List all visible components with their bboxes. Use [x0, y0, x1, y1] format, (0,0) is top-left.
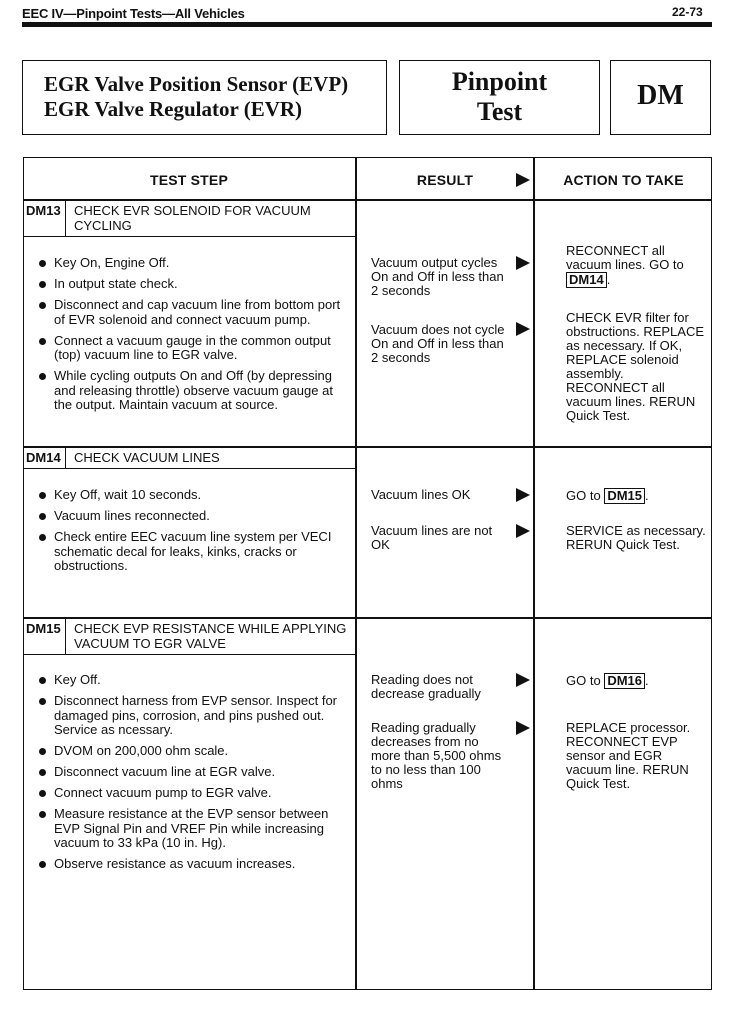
- arrow-right-icon: [516, 721, 530, 735]
- header-rule: [22, 22, 712, 27]
- column-divider-action: [533, 157, 535, 990]
- step-instructions-dm15: [37, 673, 351, 878]
- result-text: Vacuum lines are not OK: [371, 523, 493, 552]
- result-text: Reading does not decrease gradually: [371, 672, 481, 701]
- result-text: Vacuum lines OK: [371, 487, 471, 502]
- result-text: Vacuum output cycles On and Off in less than 2 seconds: [371, 255, 504, 298]
- step-title: CHECK EVP RESISTANCE WHILE APPLYING VACUUM TO EGR VALVE: [74, 621, 347, 651]
- action-text: [566, 673, 706, 689]
- instruction-item: Disconnect and cap vacuum line from bottom port of EVR solenoid and connect vacuum pump.: [37, 298, 351, 327]
- arrow-right-icon: [516, 524, 530, 538]
- arrow-right-icon: [516, 488, 530, 502]
- test-code-box: [610, 60, 711, 135]
- arrow-right-icon: [516, 673, 530, 687]
- action-text: REPLACE processor. RECONNECT EVP sensor and EGR vacuum line. RERUN Quick Test.: [566, 720, 691, 791]
- step-reference-dm15[interactable]: DM15: [604, 488, 645, 504]
- step-title: CHECK EVR SOLENOID FOR VACUUM CYCLING: [74, 203, 311, 233]
- column-header-result: RESULT: [416, 172, 474, 188]
- step-id: DM14: [24, 447, 66, 468]
- instruction-item: DVOM on 200,000 ohm scale.: [37, 744, 351, 759]
- action-text: CHECK EVR filter for obstructions. REPLACE as necessary. If OK, REPLACE solenoid assembly. RECONNECT all vacuum lines. RERUN Quick Test.: [566, 310, 705, 423]
- action-instruction: GO to: [566, 673, 601, 688]
- arrow-right-icon: [516, 256, 530, 270]
- column-header-test-step: TEST STEP: [149, 172, 229, 188]
- pinpoint-test-box: [399, 60, 600, 135]
- pinpoint-label: Pinpoint: [451, 67, 548, 96]
- step-reference-dm14[interactable]: DM14: [566, 272, 607, 288]
- component-title-line-1: EGR Valve Position Sensor (EVP): [44, 72, 349, 96]
- step-title: CHECK VACUUM LINES: [74, 450, 220, 465]
- action-instruction: RECONNECT all vacuum lines. GO to: [566, 243, 684, 272]
- instruction-item: Disconnect vacuum line at EGR valve.: [37, 765, 351, 780]
- column-header-action: ACTION TO TAKE: [563, 172, 684, 188]
- instruction-item: Key On, Engine Off.: [37, 256, 351, 271]
- action-suffix: .: [645, 488, 649, 503]
- instruction-item: Connect vacuum pump to EGR valve.: [37, 786, 351, 801]
- running-head: EEC IV—Pinpoint Tests—All Vehicles: [22, 6, 245, 21]
- result-text: Reading gradually decreases from no more than 5,500 ohms to no less than 100 ohms: [371, 720, 502, 791]
- step-header-dm15: [23, 617, 356, 655]
- instruction-item: Measure resistance at the EVP sensor between EVP Signal Pin and VREF Pin while increasing vacuum to 33 kPa (10 in. Hg).: [37, 807, 351, 851]
- action-suffix: .: [645, 673, 649, 688]
- instruction-item: Key Off, wait 10 seconds.: [37, 488, 351, 503]
- arrow-right-icon: [516, 173, 530, 187]
- instruction-item: Key Off.: [37, 673, 351, 688]
- step-id: DM15: [24, 618, 66, 654]
- instruction-item: Disconnect harness from EVP sensor. Inspect for damaged pins, corrosion, and pins pushed out. Service as ncessary.: [37, 694, 351, 738]
- instruction-item: While cycling outputs On and Off (by depressing and releasing throttle) observe vacuum gauge at the output. Maintain vacuum at source.: [37, 369, 351, 413]
- action-text: SERVICE as necessary. RERUN Quick Test.: [566, 523, 706, 552]
- instruction-item: In output state check.: [37, 277, 351, 292]
- step-id: DM13: [24, 200, 66, 236]
- action-text: [566, 488, 706, 504]
- instruction-item: Check entire EEC vacuum line system per VECI schematic decal for leaks, kinks, cracks or obstructions.: [37, 530, 351, 574]
- test-code: DM: [637, 80, 684, 111]
- instruction-item: Observe resistance as vacuum increases.: [37, 857, 351, 872]
- step-header-dm14: [23, 446, 356, 469]
- instruction-item: Connect a vacuum gauge in the common output (top) vacuum line to EGR valve.: [37, 334, 351, 363]
- step-instructions-dm14: [37, 488, 351, 580]
- arrow-right-icon: [516, 322, 530, 336]
- action-suffix: .: [606, 272, 611, 287]
- column-divider-result: [355, 157, 357, 990]
- component-title-line-2: EGR Valve Regulator (EVR): [44, 97, 303, 121]
- step-header-dm13: [23, 199, 356, 237]
- page-number: 22-73: [672, 5, 703, 19]
- test-label: Test: [476, 97, 523, 126]
- component-title-box: [22, 60, 387, 135]
- action-instruction: GO to: [566, 488, 601, 503]
- action-text: [566, 244, 706, 288]
- step-instructions-dm13: [37, 256, 351, 419]
- result-text: Vacuum does not cycle On and Off in less than 2 seconds: [371, 322, 505, 365]
- step-reference-dm16[interactable]: DM16: [604, 673, 645, 689]
- instruction-item: Vacuum lines reconnected.: [37, 509, 351, 524]
